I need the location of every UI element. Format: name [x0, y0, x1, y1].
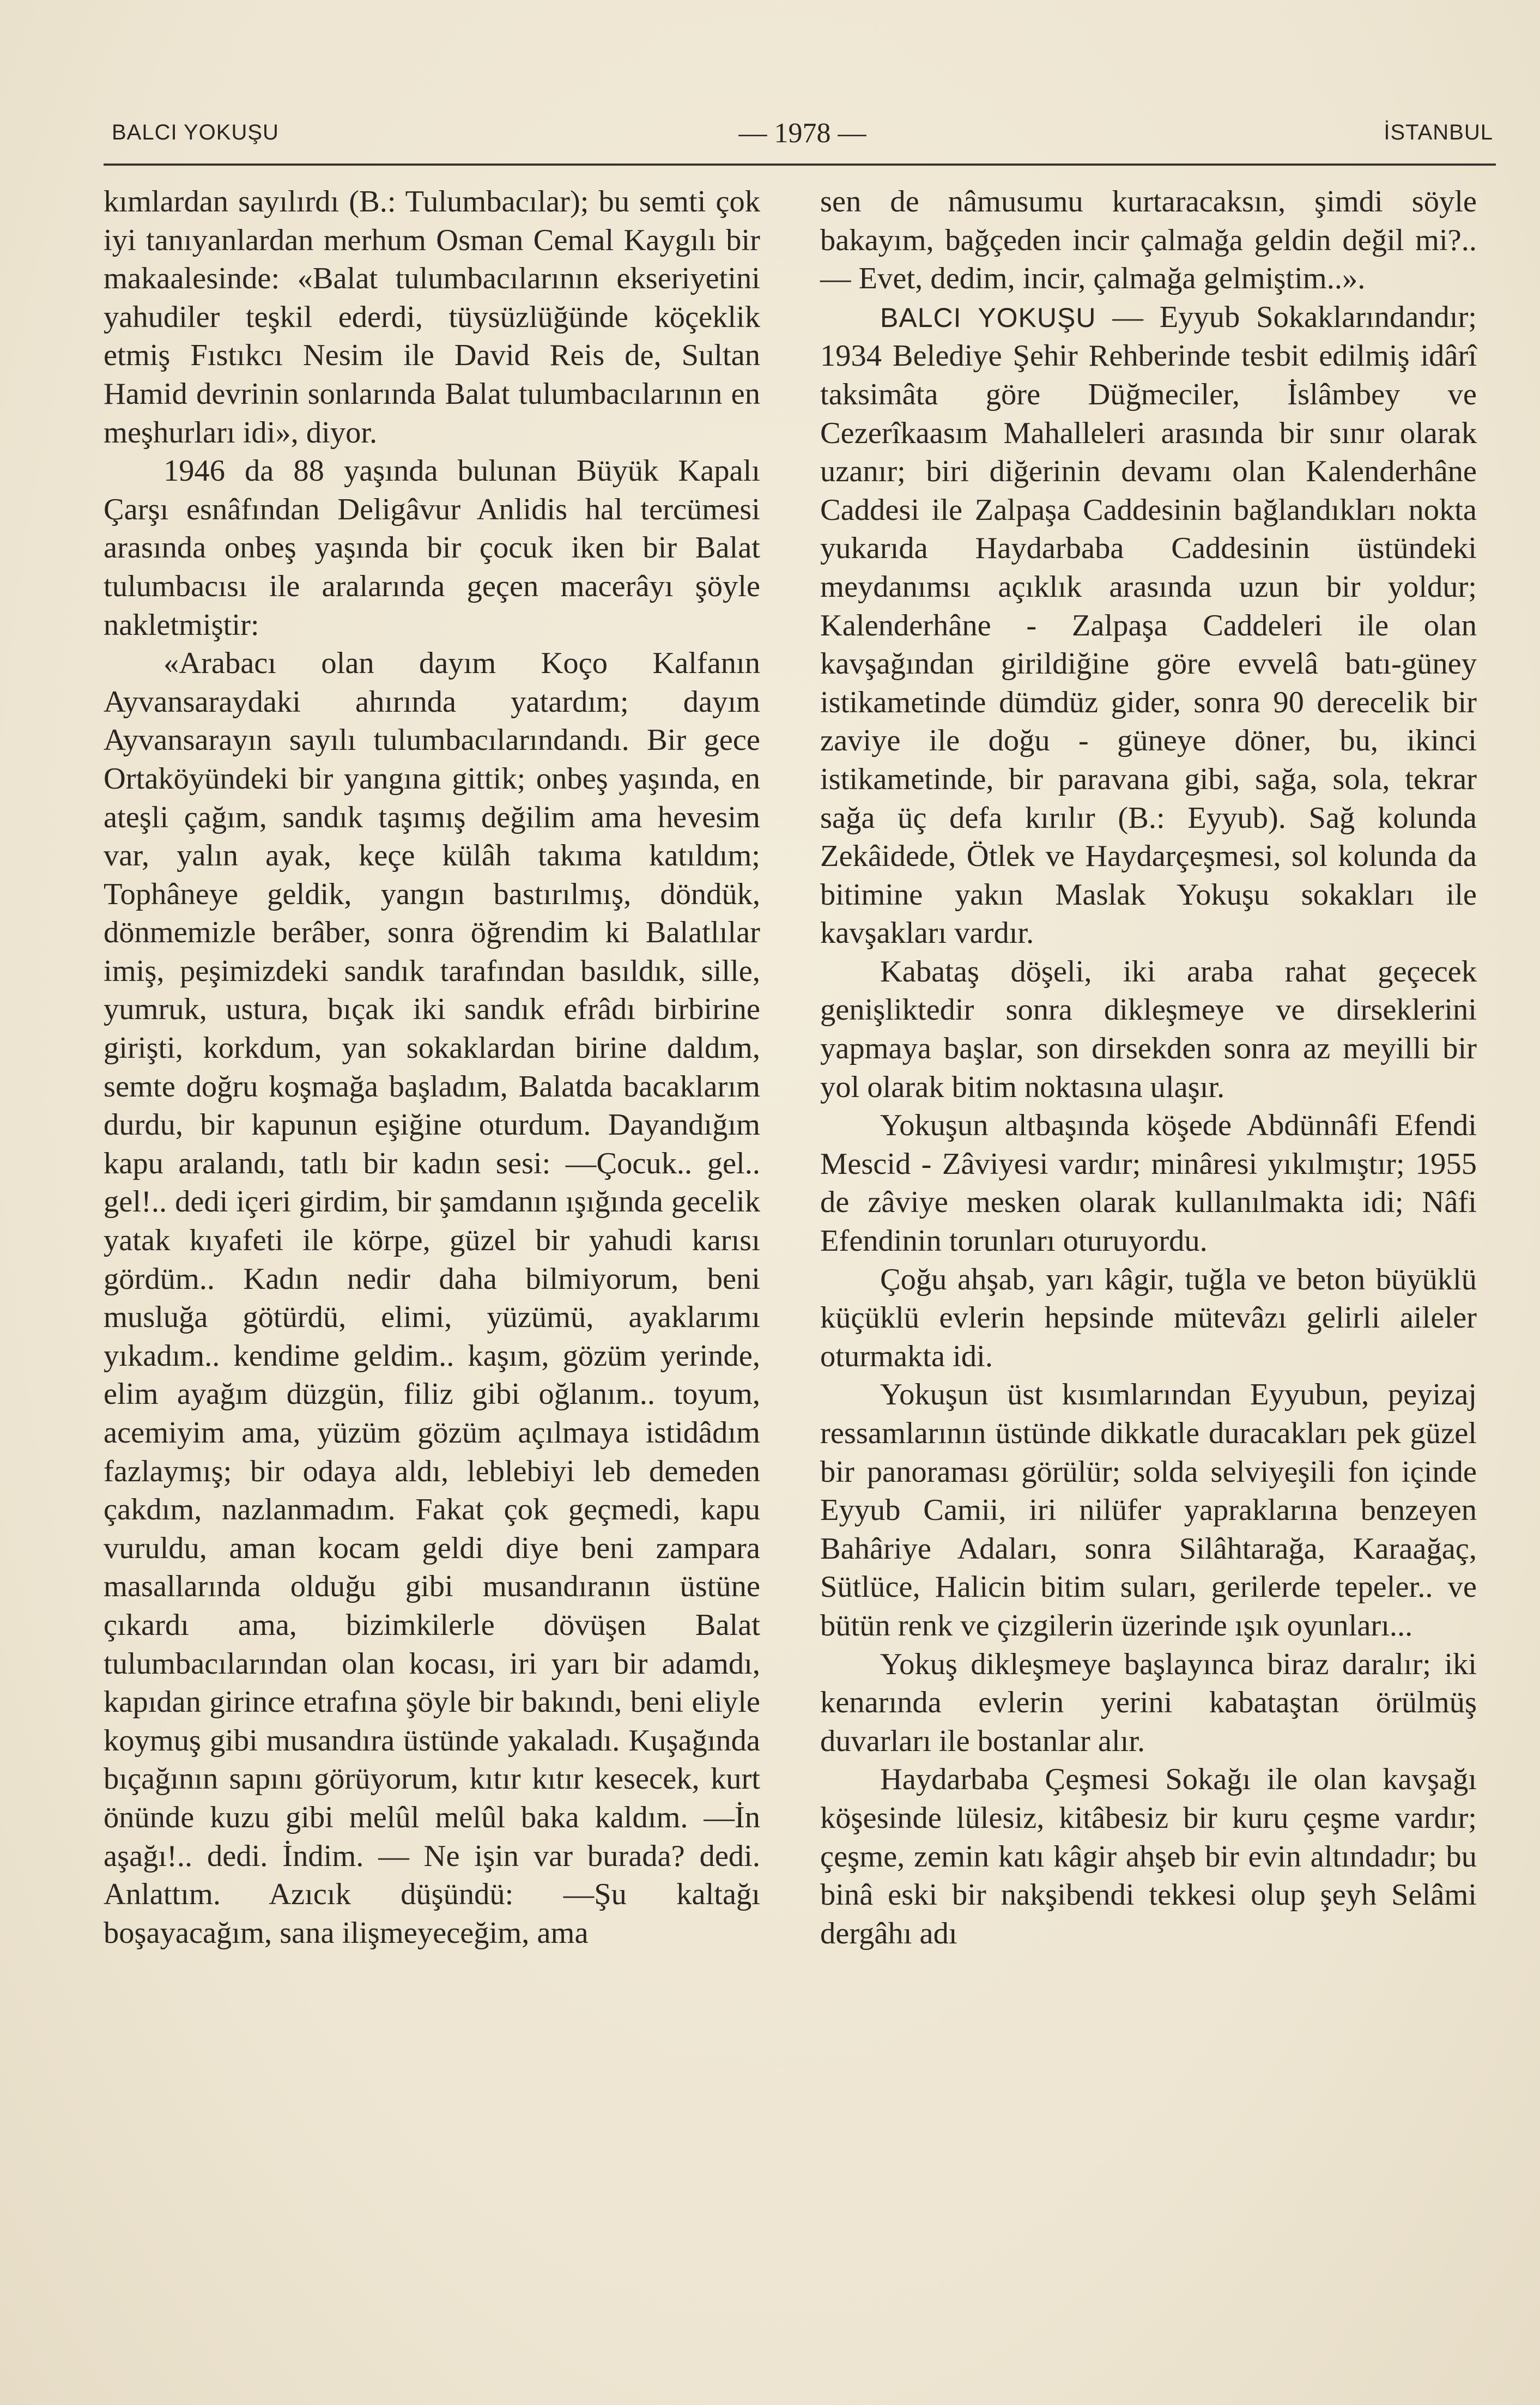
- paragraph: Çoğu ahşab, yarı kâgir, tuğla ve beton büyüklü küçüklü evlerin hepsinde mütevâzı gelirli aileler oturmakta idi.: [820, 1262, 1477, 1373]
- header-rule: [104, 163, 1496, 166]
- entry-paragraph: [820, 298, 1477, 953]
- entry-title: BALCI YOKUŞU: [880, 302, 1096, 333]
- paragraph: «Arabacı olan dayım Koço Kalfanın Ayvansaraydaki ahırında yatardım; dayım Ayvansarayın sayılı tulumbacılarındandı. Bir gece Ortaköyündeki bir yangına gittik; onbeş yaşında, en ateşli çağım, sandık taşımış değilim ama hevesim var, yalın ayak, keçe külâh takıma katıldım; Tophâneye geldik, yangın bastırılmış, döndük, dönmemizle berâber, sonra öğrendim ki Balatlılar imiş, peşimizdeki sandık tarafından basıldık, sille, yumruk, ustura, bıçak iki sandık efrâdı birbirine girişti, korkdum, yan sokaklardan birine daldım, semte doğru koşmağa başladım, Balatda bacaklarım durdu, bir kapunun eşiğine oturdum. Dayandığım kapu aralandı, tatlı bir kadın sesi: —Çocuk.. gel.. gel!.. dedi içeri girdim, bir şamdanın ışığında gecelik yatak kıyafeti ile körpe, güzel bir yahudi karısı gördüm.. Kadın nedir daha bilmiyorum, beni musluğa götürdü, elimi, yüzümü, ayaklarımı yıkadım.. kendime geldim.. kaşım, gözüm yerinde, elim ayağım düzgün, filiz gibi oğlanım.. toyum, acemiyim ama, yüzüm gözüm açılmaya istidâdım fazlaymış; bir odaya aldı, leblebiyi leb demeden çakdım, nazlanmadım. Fakat çok geçmedi, kapu vuruldu, aman kocam geldi diye beni zampara masallarında olduğu gibi musandıranın üstüne çıkardı ama, bizimkilerle dövüşen Balat tulumbacılarından olan kocası, iri yarı bir adamdı, kapıdan girince etrafına şöyle bir bakındı, beni eliyle koymuş gibi musandıra üstünde yakaladı. Kuşağında bıçağının sapını görüyorum, kıtır kıtır kesecek, kurt önünde kuzu gibi melûl melûl baka kaldım. —İn aşağı!.. dedi. İndim. — Ne işin var burada? dedi. Anlattım. Azıcık düşündü: —Şu kaltağı boşayacağım, sana ilişmeyeceğim, ama: [104, 646, 760, 1950]
- paragraph: sen de nâmusumu kurtaracaksın, şimdi söyle bakayım, bağçeden incir çalmağa geldin değil mi?.. — Evet, dedim, incir, çalmağa gelmiştim..».: [820, 185, 1477, 296]
- header-section-name: BALCI YOKUŞU: [112, 120, 279, 144]
- paragraph: Yokuşun üst kısımlarından Eyyubun, peyizaj ressamlarının üstünde dikkatle duracakları pek güzel bir panoraması görülür; solda selviyeşili fon içinde Eyyub Camii, iri nilüfer yapraklarına benzeyen Bahâriye Adaları, sonra Silâhtarağa, Karaağaç, Sütlüce, Halicin bitim suları, gerilerde tepeler.. ve bütün renk ve çizgilerin üzerinde ışık oyunları...: [820, 1378, 1477, 1643]
- running-header: [112, 117, 1493, 155]
- right-column: [820, 183, 1477, 1953]
- page-number: — 1978 —: [738, 118, 866, 149]
- paragraph: 1946 da 88 yaşında bulunan Büyük Kapalı Çarşı esnâfından Deligâvur Anlidis hal tercümesi arasında onbeş yaşında bir çocuk iken bir Balat tulumbacısı ile aralarında geçen macerâyı şöyle nakletmiştir:: [104, 454, 760, 642]
- paragraph: Yokuş dikleşmeye başlayınca biraz daralır; iki kenarında evlerin yerini kabataştan örülmüş duvarları ile bostanlar alır.: [820, 1647, 1477, 1758]
- left-column: [104, 183, 760, 1952]
- paragraph: kımlardan sayılırdı (B.: Tulumbacılar); bu semti çok iyi tanıyanlardan merhum Osman Cemal Kaygılı bir makaalesinde: «Balat tulumbacılarının ekseriyetini yahudiler teşkil ederdi, tüysüzlüğünde köçeklik etmiş Fıstıkcı Nesim ile David Reis de, Sultan Hamid devrinin sonlarında Balat tulumbacılarının en meşhurları idi», diyor.: [104, 185, 760, 450]
- header-publication: İSTANBUL: [1384, 120, 1493, 144]
- entry-body: — Eyyub Sokaklarındandır; 1934 Belediye Şehir Rehberinde tesbit edilmiş idârî taksimâta göre Düğmeciler, İslâmbey ve Cezerîkaasım Mahalleleri arasında bir sınır olarak uzanır; biri diğerinin devamı olan Kalenderhâne Caddesi ile Zalpaşa Caddesinin bağlandıkları nokta yukarıda Haydarbaba Caddesinin üstündeki meydanımsı açıklık arasında uzun bir yoldur; Kalenderhâne - Zalpaşa Caddeleri ile olan kavşağından girildiğine göre evvelâ batı-güney istikametinde dümdüz gider, sonra 90 derecelik bir zaviye ile doğu - güneye döner, bu, ikinci istikametinde, bir paravana gibi, sağa, sola, tekrar sağa üç defa kırılır (B.: Eyyub). Sağ kolunda Zekâidede, Ötlek ve Haydarçeşmesi, sol kolunda da bitimine yakın Maslak Yokuşu sokakları ile kavşakları vardır.: [820, 300, 1477, 950]
- paragraph: Kabataş döşeli, iki araba rahat geçecek genişliktedir sonra dikleşmeye ve dirseklerini yapmaya başlar, son dirsekden sonra az meyilli bir yol olarak bitim noktasına ulaşır.: [820, 954, 1477, 1104]
- paragraph: Haydarbaba Çeşmesi Sokağı ile olan kavşağı köşesinde lülesiz, kitâbesiz bir kuru çeşme vardır; çeşme, zemin katı kâgir ahşeb bir evin altındadır; bu binâ eski bir nakşibendi tekkesi olup şeyh Selâmi dergâhı adı: [820, 1762, 1477, 1950]
- paragraph: Yokuşun altbaşında köşede Abdünnâfi Efendi Mescid - Zâviyesi vardır; minâresi yıkılmıştır; 1955 de zâviye mesken olarak kullanılmakta idi; Nâfi Efendinin torunları oturuyordu.: [820, 1108, 1477, 1258]
